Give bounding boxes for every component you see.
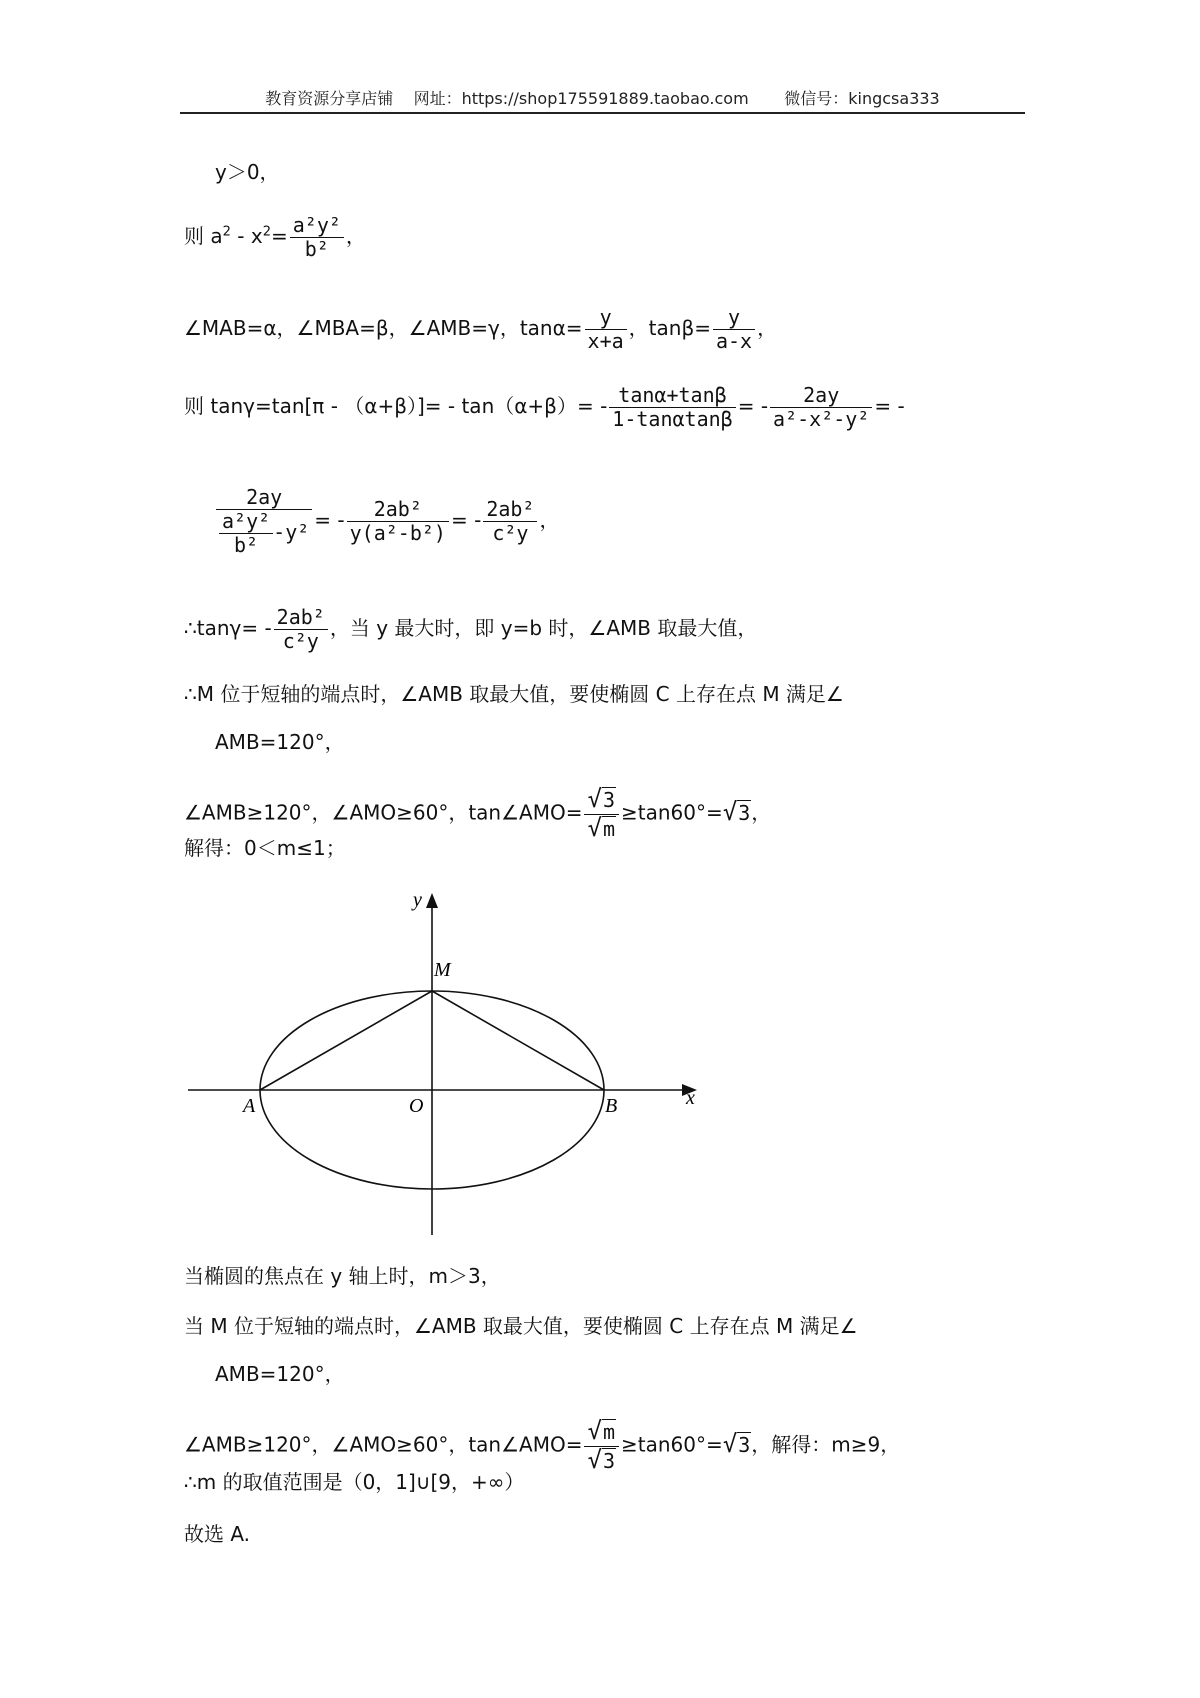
fraction-sqrtm-over-sqrt3: $\frac{√m}{√3}$ — [584, 1418, 619, 1474]
line-tan-gamma-simplify: 2ay $\frac{\text{a²y²}}{\text{b²}}$ -y² = - $\frac{\text{2ab²}}{\text{y(a²-b²)}}$ = - $\frac{\text{2ab²}}{\text{c²y}}$ ， — [214, 486, 559, 557]
label-point-m: M — [434, 959, 451, 981]
fraction-tan-sum: $\frac{\tan\alpha+\tan\beta}{1-\tan\alpha\tan\beta}$ — [609, 384, 735, 431]
fraction-tan-alpha: $\frac{y}{x+a}$ — [585, 306, 627, 353]
sqrt3-value: √3 — [722, 797, 751, 826]
page-header: 教育资源分享店铺 网址：https://shop175591889.taobao.com 微信号：kingcsa333 — [265, 89, 940, 108]
fraction-tan-beta: $\frac{y}{a-x}$ — [713, 306, 755, 353]
line-angle-definitions: ∠MAB=α，∠MBA=β，∠AMB=γ，tanα= $\frac{y}{x+a}$ ，tanβ= $\frac{y}{a-x}$ ， — [184, 305, 778, 353]
fraction-2ab2-over-c2y: $\frac{\text{2ab²}}{\text{c²y}}$ — [483, 498, 537, 545]
fraction-2ay-compound: 2ay $\frac{\text{a²y²}}{\text{b²}}$ -y² — [216, 486, 312, 557]
line-amb-120: AMB=120°， — [215, 730, 345, 754]
label-y-axis: y — [413, 889, 422, 911]
label-x-axis: x — [686, 1087, 695, 1109]
sqrt3-value-case2: √3 — [722, 1429, 751, 1458]
fraction-tan-gamma: $\frac{\text{2ab²}}{\text{c²y}}$ — [274, 606, 328, 653]
line-tan-gamma-result: ∴tanγ= - $\frac{\text{2ab²}}{\text{c²y}}$ ，当 y 最大时，即 y=b 时，∠AMB 取最大值， — [184, 605, 758, 653]
line-amb-120-case2: AMB=120°， — [215, 1362, 345, 1386]
fraction-2ay-over-diff: $\frac{2ay}{\text{a²-x²-y²}}$ — [770, 384, 872, 431]
line-answer: 故选 A. — [184, 1522, 251, 1546]
segment-am — [260, 991, 432, 1090]
label-point-b: B — [605, 1095, 618, 1117]
label-origin-o: O — [409, 1095, 424, 1117]
line-y-positive: y＞0， — [215, 160, 280, 184]
line-m-range: ∴m 的取值范围是（0，1]∪[9，+∞） — [184, 1470, 525, 1494]
fraction-a2y2-b2: $\frac{\text{a²y²}}{\text{b²}}$ — [290, 214, 344, 261]
line-tan-gamma-expansion: 则 tanγ=tan[π - （α+β）]= - tan（α+β）= - $\frac{\tan\alpha+\tan\beta}{1-\tan\alpha\tan\beta}$ = - $\frac{2ay}{\text{a²-x²-y²}}$ = - — [184, 383, 905, 431]
line-m-short-axis-case2: 当 M 位于短轴的端点时，∠AMB 取最大值，要使椭圆 C 上存在点 M 满足∠ — [184, 1314, 858, 1338]
line-a2-minus-x2: 则 $a^2 - x^2=$ $\frac{\text{a²y²}}{\text{b²}}$ ， — [184, 213, 366, 261]
line-solution-case1: 解得：0＜m≤1； — [184, 836, 346, 860]
line-focus-on-y-axis: 当椭圆的焦点在 y 轴上时，m＞3， — [184, 1264, 501, 1288]
segment-mb — [432, 991, 604, 1090]
line-tan-amo-case2: ∠AMB≥120°，∠AMO≥60°，tan∠AMO= $\frac{√m}{√3}$ ≥tan60°=√3，解得：m≥9， — [184, 1417, 901, 1474]
y-axis-arrow — [426, 893, 438, 908]
fraction-2ab2-over-y: $\frac{\text{2ab²}}{\text{y(a²-b²)}}$ — [347, 498, 449, 545]
fraction-sqrt3-over-sqrtm: $\frac{√3}{√m}$ — [584, 786, 619, 842]
line-tan-amo-case1: ∠AMB≥120°，∠AMO≥60°，tan∠AMO= $\frac{√3}{√m}$ ≥tan60°=√3， — [184, 785, 772, 842]
line-m-short-axis: ∴M 位于短轴的端点时，∠AMB 取最大值，要使椭圆 C 上存在点 M 满足∠ — [184, 682, 844, 706]
label-point-a: A — [243, 1095, 256, 1117]
